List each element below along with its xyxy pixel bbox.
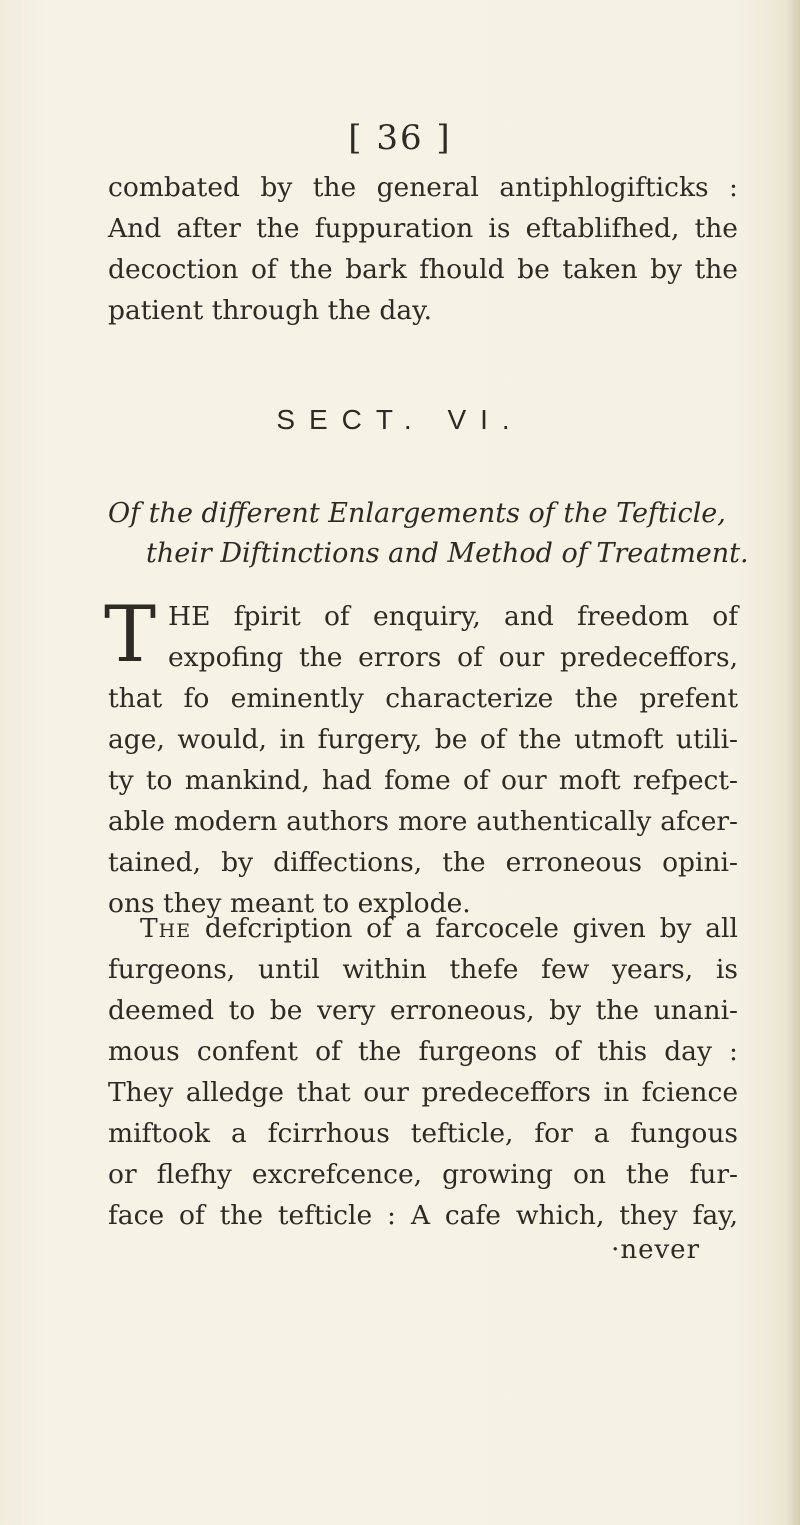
text-line: And after the fuppuration is eftablifhed, the xyxy=(108,213,738,244)
paragraph-2 xyxy=(108,596,738,924)
subtitle-line: their Diftinctions and Method of Treatment. xyxy=(146,538,749,569)
text-line: They alledge that our predeceffors in fcience xyxy=(108,1077,738,1108)
text-line xyxy=(108,908,738,949)
text-line: combated by the general antiphlogifticks : xyxy=(108,172,738,203)
text-line: ty to mankind, had fome of our moft refpect- xyxy=(108,765,738,796)
text-line-rest: defcription of a farcocele given by all xyxy=(204,913,738,944)
drop-cap: T xyxy=(104,590,157,680)
paragraph-3 xyxy=(108,908,738,1236)
text-line: or flefhy excrefcence, growing on the fur- xyxy=(108,1159,738,1190)
text-line: mous confent of the furgeons of this day : xyxy=(108,1036,738,1067)
text-line: miftook a fcirrhous tefticle, for a fungous xyxy=(108,1118,738,1149)
section-heading: SECT. VI. xyxy=(276,404,524,435)
catchword: ·never xyxy=(611,1235,700,1265)
text-line: expofing the errors of our predeceffors, xyxy=(168,642,738,673)
text-line: HE fpirit of enquiry, and freedom of xyxy=(168,601,738,632)
section-subtitle xyxy=(108,494,749,574)
text-line: able modern authors more authentically afcer- xyxy=(108,806,738,837)
subtitle-line: Of the different Enlargements of the Tefticle, xyxy=(108,498,726,529)
text-line: ons they meant to explode. xyxy=(108,888,471,919)
text-line: age, would, in furgery, be of the utmoft utili- xyxy=(108,724,738,755)
paragraph-1 xyxy=(108,167,738,331)
text-line: patient through the day. xyxy=(108,295,433,326)
lead-word: The xyxy=(140,913,192,944)
text-line: face of the tefticle : A cafe which, they fay, xyxy=(108,1200,738,1231)
text-line: tained, by diffections, the erroneous opini- xyxy=(108,847,738,878)
page-edge-shadow xyxy=(786,0,800,1525)
text-line: that fo eminently characterize the prefent xyxy=(108,683,738,714)
page-number: [ 36 ] xyxy=(348,118,452,158)
text-line: decoction of the bark fhould be taken by the xyxy=(108,254,738,285)
text-line: deemed to be very erroneous, by the unani- xyxy=(108,995,738,1026)
text-line: furgeons, until within thefe few years, is xyxy=(108,954,738,985)
